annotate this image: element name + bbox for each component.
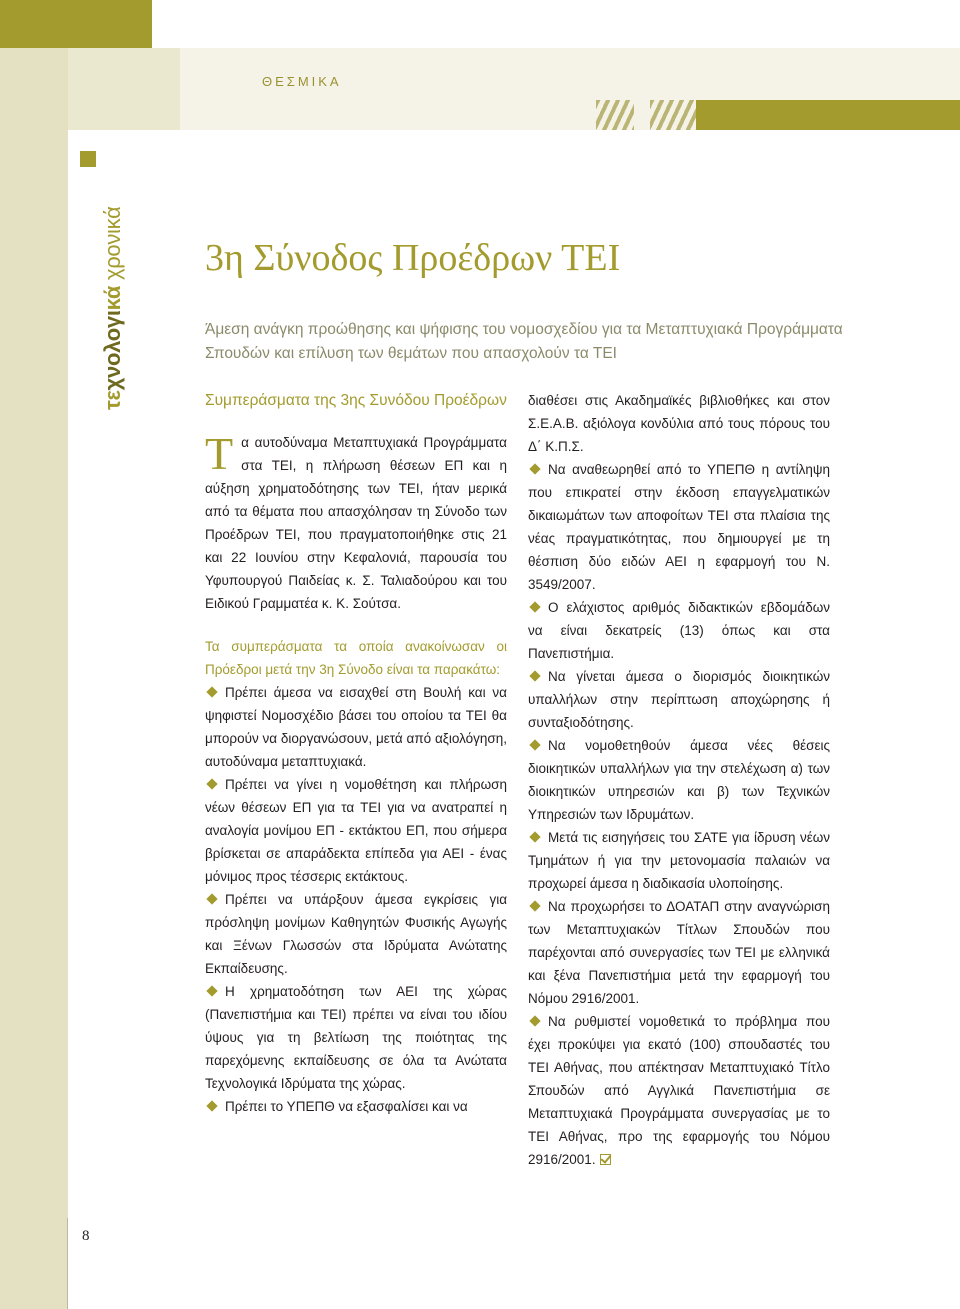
header-accent-bar: [696, 100, 960, 130]
bullet-item: [205, 773, 507, 888]
intro-paragraph: [205, 428, 507, 615]
marker-square: [80, 151, 96, 167]
diamond-bullet-icon: [206, 686, 217, 697]
bullet-text: Να γίνεται άμεσα ο διορισμός διοικητικών υπαλλήλων στην περίπτωση αποχώρησης ή συνταξιοδότησης.: [528, 669, 830, 730]
magazine-title-part: κά: [100, 285, 125, 311]
bullet-text: Να αναθεωρηθεί από το ΥΠΕΠΘ η αντίληψη που επικρατεί στην έκδοση επαγγελματικών δικαιωμάτων των αποφοίτων ΤΕΙ στα πλαίσια της νέας πραγματικότητας, που δημιουργεί με τη θέσπιση δύο ειδών ΑΕΙ η εφαρμογή του Ν. 3549/2007.: [528, 462, 830, 592]
header-band-left: [68, 48, 180, 130]
bullet-item: [528, 596, 830, 665]
intro-text: α αυτοδύναμα Μεταπτυχιακά Προγράμματα στα ΤΕΙ, η πλήρωση θέσεων ΕΠ και η αύξηση χρηματοδότησης των ΤΕΙ, ήταν μερικά από τα θέματα που απασχόλησαν τη Σύνοδο των Προέδρων ΤΕΙ, που πραγματοποιήθηκε στις 21 και 22 Ιουνίου στην Κεφαλονιά, παρουσία του Υφυπουργού Παιδείας κ. Σ. Ταλιαδούρου και του Ειδικού Γραμματέα κ. Κ. Σούτσα.: [205, 435, 507, 611]
bullet-item: [205, 888, 507, 980]
bullet-item: [528, 665, 830, 734]
footer-divider: [67, 1218, 68, 1309]
diamond-bullet-icon: [529, 900, 540, 911]
magazine-title: [100, 207, 126, 411]
bullet-list: [528, 458, 830, 1171]
magazine-title-part: τε: [100, 390, 125, 410]
bullet-text: Μετά τις εισηγήσεις του ΣΑΤΕ για ίδρυση νέων Τμημάτων ή για την μετονομασία παλαιών να προχωρεί άμεσα η διαδικασία υλοποίησης.: [528, 830, 830, 891]
drop-cap: Τ: [205, 428, 234, 479]
end-check-icon: [600, 1154, 611, 1165]
bullet-text: Να ρυθμιστεί νομοθετικά το πρόβλημα που έχει προκύψει για εκατό (100) σπουδαστές του ΤΕΙ Αθήνας, που απέκτησαν Μεταπτυχιακό Τίτλο Σπουδών από Αγγλικά Πανεπιστήμια σε Μεταπτυχιακά Προγράμματα συνεργασίας με το ΤΕΙ Αθήνας, προ της εφαρμογής του Νόμου 2916/2001.: [528, 1014, 830, 1167]
section-label: ΘΕΣΜΙΚΑ: [262, 74, 342, 89]
diamond-bullet-icon: [206, 1100, 217, 1111]
bullet-item: [528, 826, 830, 895]
page-number: 8: [82, 1228, 90, 1244]
corner-block: [0, 0, 152, 48]
bullet-item: [528, 1010, 830, 1171]
section-heading: Συμπεράσματα της 3ης Συνόδου Προέδρων: [205, 392, 507, 409]
conclusions-intro: Τα συμπεράσματα τα οποία ανακοίνωσαν οι Πρόεδροι μετά την 3η Σύνοδο είναι τα παρακάτω:: [205, 639, 507, 677]
diamond-bullet-icon: [529, 463, 540, 474]
article-title: 3η Σύνοδος Προέδρων ΤΕΙ: [205, 237, 621, 279]
left-column: [205, 389, 507, 1118]
header-hatch: [596, 100, 634, 130]
diamond-bullet-icon: [529, 670, 540, 681]
bullet-text: Πρέπει άμεσα να εισαχθεί στη Βουλή και να ψηφιστεί Νομοσχέδιο βάσει του οποίου τα ΤΕΙ θα μπορούν να διοργανώσουν, μετά από αξιολόγηση, αυτοδύναμα μεταπτυχιακά.: [205, 685, 507, 769]
bullet-item: [528, 458, 830, 596]
diamond-bullet-icon: [206, 893, 217, 904]
bullet-text: Ο ελάχιστος αριθμός διδακτικών εβδομάδων να είναι δεκατρείς (13) όπως και στα Πανεπιστήμια.: [528, 600, 830, 661]
diamond-bullet-icon: [529, 739, 540, 750]
bullet-item: [205, 1095, 507, 1118]
diamond-bullet-icon: [206, 985, 217, 996]
magazine-title-accent: χνολογι: [100, 310, 125, 391]
diamond-bullet-icon: [529, 1015, 540, 1026]
side-bar: [0, 48, 68, 1309]
header-hatch: [650, 100, 696, 130]
bullet-list: [205, 681, 507, 1118]
bullet-text: Πρέπει να γίνει η νομοθέτηση και πλήρωση νέων θέσεων ΕΠ για τα ΤΕΙ για να ανατραπεί η αναλογία μονίμου ΕΠ - εκτάκτου ΕΠ, που σήμερα βρίσκεται σε απαράδεκτα επίπεδα για ΑΕΙ - ένας μόνιμος προς τέσσερις εκτάκτους.: [205, 777, 507, 884]
diamond-bullet-icon: [529, 601, 540, 612]
article-subtitle: Άμεση ανάγκη προώθησης και ψήφισης του νομοσχεδίου για τα Μεταπτυχιακά Προγράμματα Σπουδών και επίλυση των θεμάτων που απασχολούν τα ΤΕΙ: [205, 321, 843, 362]
bullet-text: Πρέπει να υπάρξουν άμεσα εγκρίσεις για πρόσληψη μονίμων Καθηγητών Φυσικής Αγωγής και Ξένων Γλωσσών στα Ιδρύματα Ανώτατης Εκπαίδευσης.: [205, 892, 507, 976]
continued-text: διαθέσει στις Ακαδημαϊκές βιβλιοθήκες και στον Σ.Ε.Α.Β. αξιόλογα κονδύλια από τους πόρους του Δ΄ Κ.Π.Σ.: [528, 393, 830, 454]
right-column: [528, 389, 830, 1171]
diamond-bullet-icon: [529, 831, 540, 842]
bullet-text: Να προχωρήσει το ΔΟΑΤΑΠ στην αναγνώριση των Μεταπτυχιακών Τίτλων Σπουδών που παρέχονται από συνεργασίες των ΤΕΙ με ελληνικά και ξένα Πανεπιστήμια μετά την εφαρμογή του Νόμου 2916/2001.: [528, 899, 830, 1006]
magazine-title-tail: χρονικά: [100, 206, 125, 286]
bullet-item: [528, 895, 830, 1010]
bullet-text: Να νομοθετηθούν άμεσα νέες θέσεις διοικητικών υπαλλήλων για την στελέχωση α) των διοικητικών υπηρεσιών και β) των Τεχνικών Υπηρεσιών των Ιδρυμάτων.: [528, 738, 830, 822]
bullet-text: Η χρηματοδότηση των ΑΕΙ της χώρας (Πανεπιστήμια και ΤΕΙ) πρέπει να είναι του ιδίου ύψους για τη βελτίωση της ποιότητας της παρεχόμενης εκπαίδευσης σε όλα τα Ανώτατα Τεχνολογικά Ιδρύματα της χώρας.: [205, 984, 507, 1091]
diamond-bullet-icon: [206, 778, 217, 789]
bullet-item: [205, 681, 507, 773]
bullet-item: [205, 980, 507, 1095]
bullet-item: [528, 734, 830, 826]
bullet-text: Πρέπει το ΥΠΕΠΘ να εξασφαλίσει και να: [225, 1099, 468, 1114]
